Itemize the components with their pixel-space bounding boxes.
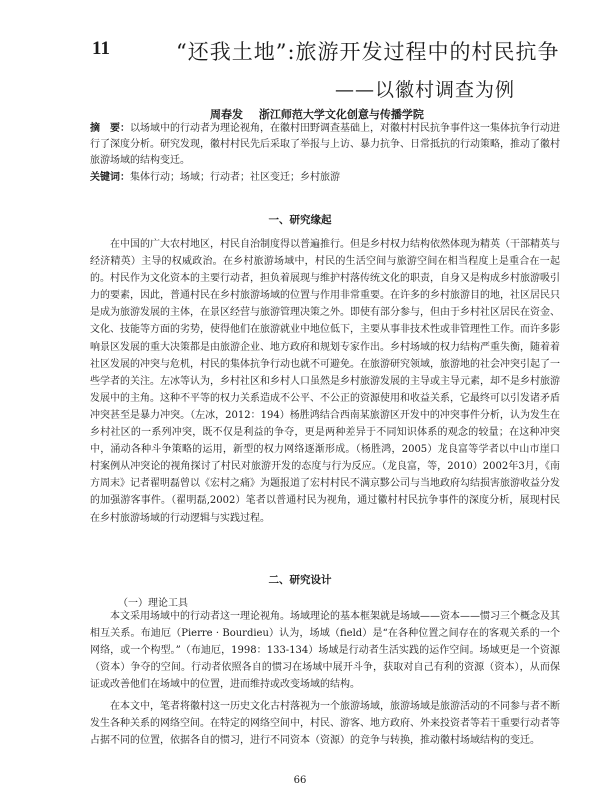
journal-page-number: 11 bbox=[92, 38, 110, 59]
section-2-paragraph-1: 本文采用场域中的行动者这一理论视角。场域理论的基本框架就是场域——资本——惯习三个概念及其相互关系。布迪厄（Pierre · Bourdieu）认为，场域（field）是“在各种位置之间存在的客观关系的一个网络，或一个构型。”（布迪厄，1998：133-134）场域是行动者生活实践的运作空间。场域更是一个资源（资本）争夺的空间。行动者依照各自的惯习在场域中展开斗争，获取对自己有利的资源（资本），从而保证或改善他们在场域中的位置，进而维持或改变场域的结构。 bbox=[90, 611, 560, 690]
abstract-text: 以场域中的行动者为理论视角，在徽村田野调查基础上，对徽村村民抗争事件这一集体抗争行动进行了深度分析。研究发现，徽村村民先后采取了举报与上访、暴力抗争、日常抵抗的行动策略，推动了徽村旅游场域的结构变迁。 bbox=[90, 123, 560, 166]
keywords bbox=[90, 170, 560, 186]
section-2-paragraph-2: 在本文中，笔者将徽村这一历史文化古村落视为一个旅游场域，旅游场域是旅游活动的不同参与者不断发生各种关系的网络空间。在特定的网络空间中，村民、游客、地方政府、外来投资者等若干重要行动者等占据不同的位置，依据各自的惯习，进行不同资本（资源）的竞争与转换，推动徽村场域结构的变迁。 bbox=[90, 701, 560, 746]
section-heading-2: 二、研究设计 bbox=[268, 574, 332, 586]
article-subtitle: ——以徽村调查为例 bbox=[335, 79, 516, 101]
author-name: 周春发 bbox=[210, 108, 243, 121]
abstract-label: 摘 要： bbox=[90, 123, 130, 134]
author-line bbox=[210, 106, 436, 122]
abstract bbox=[90, 121, 560, 169]
section-1-paragraph: 在中国的广大农村地区，村民自治制度得以普遍推行。但是乡村权力结构依然体现为精英（干部精英与经济精英）主导的权威政治。在乡村旅游场域中，村民的生活空间与旅游空间在相当程度上是重合在一起的。村民作为文化资本的主要行动者，担负着展现与维护村落传统文化的职责，自身又是构成乡村旅游吸引力的要素，因此，普通村民在乡村旅游场域的位置与作用非常重要。在许多的乡村旅游目的地，社区居民只是成为旅游发展的主体，在景区经营与旅游管理决策之外。即使有部分参与，但由于乡村社区居民在资金、文化、技能等方面的劣势，使得他们在旅游就业中地位低下，主要从事非技术性或非管理性工作。而许多影响景区发展的重大决策都是由旅游企业、地方政府和规划专家作出。乡村场域的权力结构严重失衡，随着着社区发展的冲突与危机，村民的集体抗争行动也就不可避免。在旅游研究领域，旅游地的社会冲突引起了一些学者的关注。左冰等认为，乡村社区和乡村人口虽然是乡村旅游发展的主导或主导元素，却不是乡村旅游发展中的主角。这种不平等的权力关系造成不公平、不公正的资源使用和收益关系，它最终可以引发诸矛盾冲突甚至是暴力冲突。（左冰，2012：194）杨胜鸿结合西南某旅游区开发中的冲突事件分析，认为发生在乡村社区的一系列冲突，既不仅是利益的争夺，更是两种差异于不同知识体系的观念的较量；在这种冲突中，涌动各种斗争策略的运用，新型的权力网络逐渐形成。（杨胜鸿，2005）龙良富等学者以中山市崖口村案例从冲突论的视角探讨了村民对旅游开发的态度与行为反应。（龙良富，等，2010）2002年3月，《南方周末》记者翟明磊曾以《宏村之痛》为题报道了宏村村民不满京黟公司与当地政府勾结损害旅游收益分发的加强游客事件。（翟明磊,2002）笔者以普通村民为视角，通过徽村村民抗争事件的深度分析，展现村民在乡村旅游场域的行动逻辑与实践过程。 bbox=[90, 239, 560, 524]
keywords-text: 集体行动；场域；行动者；社区变迁；乡村旅游 bbox=[130, 172, 340, 183]
page-footer-number: 66 bbox=[293, 775, 307, 786]
section-heading-1: 一、研究缘起 bbox=[268, 214, 332, 226]
article-title: “还我土地”:旅游开发过程中的村民抗争 bbox=[176, 40, 560, 64]
author-affiliation: 浙江师范大学文化创意与传播学院 bbox=[258, 108, 424, 121]
subsection-heading: （一）理论工具 bbox=[118, 598, 188, 609]
keywords-label: 关键词： bbox=[90, 172, 130, 183]
